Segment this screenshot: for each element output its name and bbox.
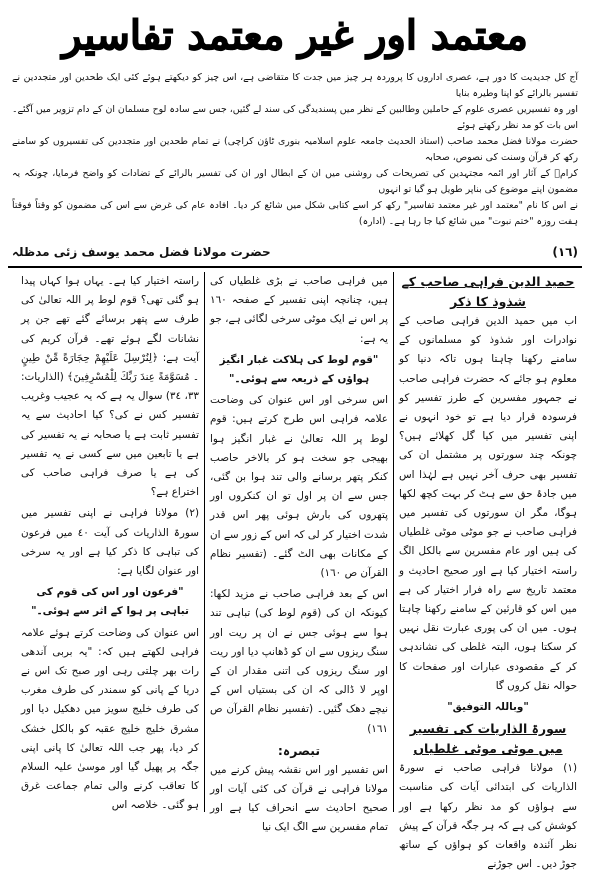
byline-row [8, 240, 582, 264]
column-left [16, 272, 204, 812]
intro-line: نے اس کا نام "معتمد اور غیر معتمد تفاسیر" رکھ کر اسے کتابی شکل میں شائع کر دیا۔ افادہ عام کی غرض سے اس کی مضمون کو وقتاً فوقتاً ہفت روزہ "ختم نبوت" میں شائع کیا جا رہا ہے۔ (ادارہ) [12, 200, 578, 227]
quote: "فرعون اور اس کی قوم کی تباہی پر ہوا کے اثر سے ہوئی۔" [31, 586, 189, 618]
divider [8, 266, 582, 268]
paragraph: اب میں حمید الدین فراہی صاحب کے نوادرات اور شذوذ کو مسلمانوں کے سامنے رکھنا چاہتا ہوں تاکہ دنیا کو معلوم ہو جائے کہ حضرت فراہی صاحب نے جمہور مفسرین کے طرز تفسیر کو فرسودہ قرار دیا ہے تو خود انہوں نے اپنی تفسیر میں کیا گل کھلائے ہیں؟ چونکہ چند سورتوں پر مشتمل ان کی تفسیر بھی حرف آخر نہیں ہے لہٰذا اس میں جادۂ حق سے ہٹ کر بہت کچھ لکھا ہوگا، مگر ان سورتوں کی تفسیر میں فراہی صاحب نے جو موٹی موٹی غلطیاں کی ہیں اور عام مفسرین سے بالکل الگ راستہ اختیار کیا ہے اور صحیح احادیث و معتمد تاریخ سے راہ فرار اختیار کی ہے میں اس کو قارئین کے سامنے رکھنا چاہتا ہوں۔ میں ان کی پوری عبارت نقل نہیں کر سکتا ہوں، البتہ غلطی کی نشاندہی کر کے مقصودی عبارات اور صفحات کا حوالہ نقل کروں گا [399, 315, 577, 692]
section-heading: سورۃ الذاریات کی تفسیر میں موٹی موٹی غلطیاں [409, 721, 567, 757]
installment-number: (١٦) [552, 245, 578, 259]
intro-line: کرامؓ کے آثار اور ائمہ مجتہدین کی تصریحات کی روشنی میں ان کے ابطال اور ان کی تفسیر بالرائے کے تضادات کو واضح فرمایا، چونکہ یہ مضمون اپنے موضوع کی بناپر طویل ہو گیا تو انہوں [12, 168, 578, 195]
paragraph: اس تفسیر اور اس نقشہ پیش کرنے میں مولانا فراہی نے قرآن کی کئی آیات اور صحیح احادیث سے انحراف کیا ہے اور تمام مفسرین سے الگ ایک نیا [210, 763, 388, 834]
paragraph: (١) مولانا فراہی صاحب نے سورۃ الذاریات کی ابتدائی آیات کی مناسبت سے ہواؤں کو مد نظر رکھا ہے اور کوشش کی ہے کہ ہر جگہ قرآن کے پیش نظر آئندہ واقعات کو ہواؤں کے ساتھ جوڑ دیں۔ اس جوڑنے [399, 762, 577, 871]
quote: "وباللہ التوفیق" [447, 701, 529, 714]
intro-line: اور وہ تفسیریں عصری علوم کے حاملین وطالبین کے نظر میں پسندیدگی کی سند لے گئیں، جس سے سادہ لوح مسلمان ان کے دام تزویر میں آگئے۔ اس بات کو مد نظر رکھتے ہوئے [12, 104, 578, 131]
column-divider [393, 272, 394, 812]
paragraph: اس کے بعد فراہی صاحب نے مزید لکھا: کیونکہ ان کی (قوم لوط کی) تباہی تند ہوا سے ہوئی جس نے ان پر ریت اور سنگ ریزوں سے ان کو ڈھانپ دیا اور ریت اور سنگ ریزوں کی اتنی مقدار ان کے اوپر لا ڈالی کہ ان کی بستیاں اس کے نیچے دھک گئیں۔ (تفسیر نظام القرآن ص ١٦١) [210, 588, 388, 735]
author-byline: حضرت مولانا فضل محمد یوسف زئی مدظلہ [12, 245, 271, 259]
section-heading: حمید الدین فراہی صاحب کے شذوذ کا ذکر [401, 274, 575, 309]
section-heading: تبصرہ: [277, 742, 321, 758]
paragraph: راستہ اختیار کیا ہے۔ یہاں ہوا کہاں پیدا ہو گئی تھی؟ قوم لوط پر اللہ تعالیٰ کی طرف سے پتھر برسائے گئے تھے جن پر نشانات لگے ہوئے تھے۔ قرآن کریم کی آیت ہے: ﴿لِنُرْسِلَ عَلَيْهِمْ حِجَارَةً مِّنْ طِينٍ ۔ مُسَوَّمَةً عِندَ رَبِّكَ لِلْمُسْرِفِينَ﴾ (الذاریات: ٣٣، ٣٤) سوال یہ ہے کہ یہ عجیب وغریب تفسیر کس نے کی؟ کیا احادیث سے یہ تفسیر ثابت ہے یا صحابہ نے یہ تفسیر کی ہے یا تابعین میں سے کسی نے یہ تفسیر کی ہے یا صرف فراہی صاحب کی اختراع ہے؟ [21, 275, 199, 499]
paragraph: اس سرخی اور اس عنوان کی وضاحت علامہ فراہی اس طرح کرتے ہیں: قوم لوط پر اللہ تعالیٰ نے غبار انگیز ہوا بھیجی جو سخت ہو کر بالاخر حاصب کنکر پتھر برسانے والی تند ہوا بن گئی، جس سے ان پر اول تو ان کنکروں اور پتھروں کی بارش ہوئی پھر اس قدر شدت اختیار کر لی کہ اس کے زور سے ان کے مکانات بھی الٹ گئے۔ (تفسیر نظام القرآن ص ١٦٠) [210, 394, 388, 580]
text-columns [8, 272, 582, 871]
column-divider [204, 272, 205, 812]
quote: "قوم لوط کی ہلاکت غبار انگیز ہواؤں کے ذریعہ سے ہوئی۔" [219, 353, 379, 386]
editorial-intro [8, 70, 582, 240]
paragraph: اس عنوان کی وضاحت کرتے ہوئے علامہ فراہی لکھتے ہیں کہ: "یہ بربی آندھی رات بھر چلتی رہی اور صبح تک اس نے دریا کے پانی کو سمندر کی طرف مغرب کی طرف خلیج سویز میں دھکیل دیا اور مشرق خلیج خلیج عقبہ کو بالکل خشک کر دیا، پھر جب اللہ تعالیٰ کا پانی اپنی جگہ پر پھیل گیا اور موسیٰ علیہ السلام کا تعاقب کرنے والی تمام جماعت غرق ہو گئی۔ خلاصہ اس [21, 626, 199, 812]
paragraph: میں فراہی صاحب نے بڑی غلطیاں کی ہیں، چنانچہ اپنی تفسیر کے صفحہ ١٦٠ پر اس نے ایک موٹی سرخی لگائی ہے، جو یہ ہے: [210, 275, 388, 345]
intro-line: حضرت مولانا فضل محمد صاحب (استاذ الحدیث جامعہ علوم اسلامیہ بنوری ٹاؤن کراچی) نے تمام طحدین اور متجددین کی تفسیروں کو سامنے رکھ کر قرآن وسنت کی نصوص، صحابہ [12, 136, 578, 163]
intro-line: آج کل جدیدیت کا دور ہے، عصری اداروں کا پروردہ ہر چیز میں جدت کا متقاضی ہے، اس چیز کو دیکھتے ہوئے کئی ایک طحدین اور متجددین نے تفسیر بالرائے کو اپنا وطیرہ بنایا [12, 72, 578, 99]
column-middle [205, 272, 393, 834]
column-right [394, 272, 582, 871]
paragraph: (٢) مولانا فراہی نے اپنی تفسیر میں سورۃ الذاریات کی آیت ٤٠ میں فرعون کی تباہی کا ذکر کیا ہے اور یہ سرخی اور عنوان لگایا ہے: [21, 507, 199, 578]
article-title: معتمد اور غیر معتمد تفاسیر [62, 12, 528, 59]
